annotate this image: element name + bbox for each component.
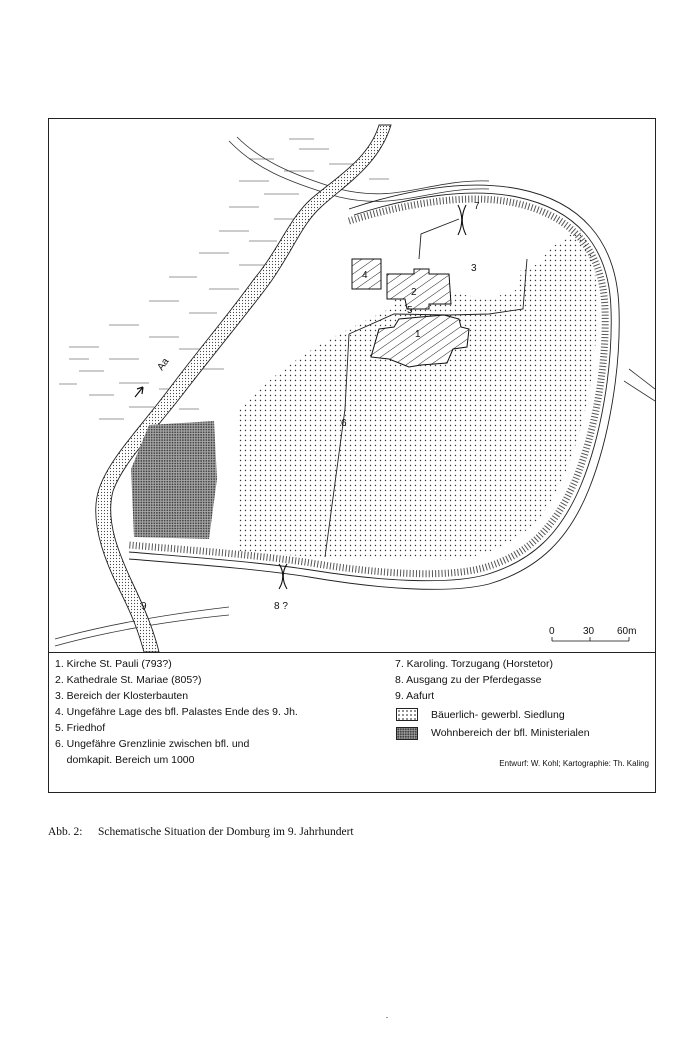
figure-frame <box>48 118 656 793</box>
label-6: 6 <box>341 418 347 429</box>
legend-item-7: 7. Karoling. Torzugang (Horstetor) <box>395 658 553 670</box>
legend-settlement-label: Bäuerlich- gewerbl. Siedlung <box>431 709 565 721</box>
legend-item-1: 1. Kirche St. Pauli (793?) <box>55 658 172 670</box>
legend-item-9: 9. Aafurt <box>395 690 435 702</box>
caption-number: Abb. 2: <box>48 826 83 838</box>
legend-ministerialen-label: Wohnbereich der bfl. Ministerialen <box>431 727 590 739</box>
legend-item-8: 8. Ausgang zu der Pferdegasse <box>395 674 542 686</box>
label-4: 4 <box>362 270 368 281</box>
legend-symbol-ministerialen <box>396 727 418 740</box>
ministerialen-area <box>131 421 217 539</box>
caption-text: Schematische Situation der Domburg im 9. Jahrhundert <box>98 826 354 838</box>
legend-divider <box>49 652 655 653</box>
figure-caption <box>48 826 354 838</box>
scale-tick-0: 0 <box>549 626 555 637</box>
label-7: 7 <box>474 201 480 212</box>
legend-item-4: 4. Ungefähre Lage des bfl. Palastes Ende des 9. Jh. <box>55 706 298 718</box>
figure-credit: Entwurf: W. Kohl; Kartographie: Th. Kaling <box>499 759 649 768</box>
label-8: 8 ? <box>274 601 288 612</box>
label-3: 3 <box>471 263 477 274</box>
scale-tick-60: 60m <box>617 626 637 637</box>
label-2: 2 <box>411 287 417 298</box>
label-1: 1 <box>415 329 421 340</box>
map <box>49 119 655 652</box>
label-river: Aa <box>155 356 172 373</box>
legend-item-6-cont: domkapit. Bereich um 1000 <box>55 754 195 766</box>
legend-item-5: 5. Friedhof <box>55 722 106 734</box>
legend-item-3: 3. Bereich der Klosterbauten <box>55 690 189 702</box>
scale-tick-30: 30 <box>583 626 595 637</box>
legend-symbol-settlement <box>396 708 418 721</box>
label-9: 9 <box>141 601 147 612</box>
scale-bar <box>549 626 636 641</box>
label-5: 5 <box>407 305 413 316</box>
page-mark <box>386 1017 388 1018</box>
legend-item-2: 2. Kathedrale St. Mariae (805?) <box>55 674 202 686</box>
legend-item-6: 6. Ungefähre Grenzlinie zwischen bfl. und <box>55 738 250 750</box>
